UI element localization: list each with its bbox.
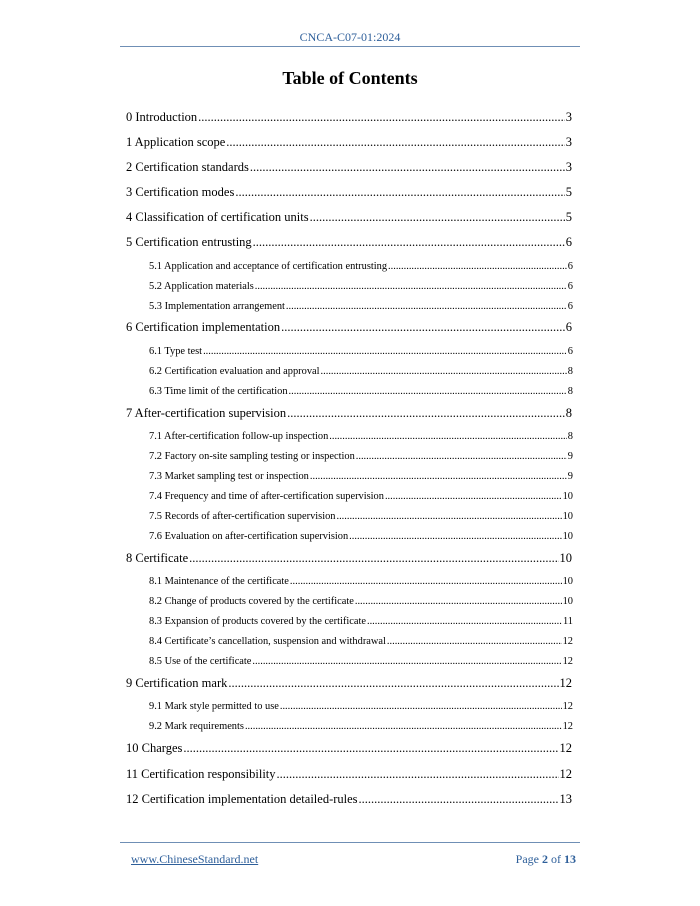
toc-entry-page: 6 bbox=[565, 320, 572, 334]
toc-leader-dots bbox=[387, 635, 562, 649]
toc-entry-page: 12 bbox=[559, 676, 572, 690]
toc-leader-dots bbox=[290, 575, 562, 589]
toc-subentry[interactable] bbox=[149, 530, 573, 544]
toc-entry-label: 9 Certification mark bbox=[126, 676, 228, 690]
toc-leader-dots bbox=[367, 615, 562, 629]
website-link[interactable]: www.ChineseStandard.net bbox=[131, 852, 259, 866]
toc-entry-page: 6 bbox=[567, 261, 573, 272]
toc-entry-label: 7.1 After-certification follow-up inspection bbox=[149, 431, 329, 442]
toc-entry-label: 0 Introduction bbox=[126, 110, 198, 124]
of-word: of bbox=[551, 852, 561, 866]
toc-entry-label: 8.5 Use of the certificate bbox=[149, 656, 252, 667]
toc-leader-dots bbox=[203, 345, 567, 359]
toc-entry[interactable] bbox=[126, 109, 572, 125]
toc-entry-label: 6.2 Certification evaluation and approval bbox=[149, 366, 320, 377]
toc-subentry[interactable] bbox=[149, 490, 573, 504]
toc-entry-page: 5 bbox=[565, 210, 572, 224]
toc-entry[interactable] bbox=[126, 791, 572, 807]
toc-subentry[interactable] bbox=[149, 700, 573, 714]
toc-subentry[interactable] bbox=[149, 260, 573, 274]
toc-entry-page: 8 bbox=[565, 406, 572, 420]
toc-leader-dots bbox=[281, 319, 565, 335]
toc-subentry[interactable] bbox=[149, 280, 573, 294]
toc-leader-dots bbox=[385, 490, 562, 504]
toc-entry[interactable] bbox=[126, 134, 572, 150]
toc-entry-page: 12 bbox=[562, 636, 573, 647]
toc-entry-label: 7.4 Frequency and time of after-certification supervision bbox=[149, 491, 384, 502]
toc-leader-dots bbox=[359, 791, 559, 807]
toc-entry-label: 5.3 Implementation arrangement bbox=[149, 301, 285, 312]
toc-subentry[interactable] bbox=[149, 385, 573, 399]
toc-leader-dots bbox=[277, 766, 559, 782]
toc-leader-dots bbox=[287, 405, 565, 421]
toc-entry[interactable] bbox=[126, 319, 572, 335]
toc-leader-dots bbox=[289, 385, 567, 399]
toc-leader-dots bbox=[321, 365, 567, 379]
toc-entry-page: 12 bbox=[562, 721, 573, 732]
toc-entry-label: 8.3 Expansion of products covered by the certificate bbox=[149, 616, 366, 627]
page-counter bbox=[516, 852, 576, 866]
toc-entry-page: 10 bbox=[562, 491, 573, 502]
toc-subentry[interactable] bbox=[149, 365, 573, 379]
page-word: Page bbox=[515, 852, 539, 866]
toc-leader-dots bbox=[349, 530, 561, 544]
current-page-number: 2 bbox=[542, 852, 548, 866]
toc-entry-page: 6 bbox=[567, 281, 573, 292]
toc-leader-dots bbox=[189, 550, 558, 566]
document-code: CNCA-C07-01:2024 bbox=[299, 30, 401, 44]
toc-entry-label: 12 Certification implementation detailed-rules bbox=[126, 792, 358, 806]
toc-entry-label: 5 Certification entrusting bbox=[126, 235, 252, 249]
toc-entry-page: 10 bbox=[562, 531, 573, 542]
toc-leader-dots bbox=[252, 655, 561, 669]
toc-entry-label: 3 Certification modes bbox=[126, 185, 235, 199]
toc-entry-page: 12 bbox=[562, 701, 573, 712]
toc-entry-page: 8 bbox=[567, 431, 573, 442]
toc-entry[interactable] bbox=[126, 550, 572, 566]
toc-leader-dots bbox=[250, 159, 565, 175]
toc-entry-label: 7 After-certification supervision bbox=[126, 406, 287, 420]
toc-leader-dots bbox=[310, 209, 565, 225]
toc-leader-dots bbox=[355, 595, 562, 609]
toc-entry-label: 7.3 Market sampling test or inspection bbox=[149, 471, 309, 482]
toc-leader-dots bbox=[253, 234, 565, 250]
toc-entry-label: 5.1 Application and acceptance of certification entrusting bbox=[149, 261, 388, 272]
toc-entry-label: 6 Certification implementation bbox=[126, 320, 281, 334]
toc-leader-dots bbox=[245, 720, 562, 734]
toc-entry-label: 6.3 Time limit of the certification bbox=[149, 386, 288, 397]
toc-subentry[interactable] bbox=[149, 470, 573, 484]
toc-entry-page: 8 bbox=[567, 386, 573, 397]
toc-subentry[interactable] bbox=[149, 720, 573, 734]
toc-leader-dots bbox=[226, 134, 564, 150]
toc-entry[interactable] bbox=[126, 209, 572, 225]
toc-entry-label: 5.2 Application materials bbox=[149, 281, 254, 292]
page-title: Table of Contents bbox=[282, 68, 418, 88]
toc-entry-label: 7.6 Evaluation on after-certification supervision bbox=[149, 531, 349, 542]
toc-leader-dots bbox=[198, 109, 565, 125]
toc-entry-page: 6 bbox=[567, 346, 573, 357]
toc-entry-page: 12 bbox=[562, 656, 573, 667]
toc-entry-page: 3 bbox=[565, 135, 572, 149]
toc-entry-page: 9 bbox=[567, 451, 573, 462]
toc-leader-dots bbox=[255, 280, 567, 294]
toc-entry-label: 6.1 Type test bbox=[149, 346, 203, 357]
toc-leader-dots bbox=[280, 700, 562, 714]
toc-entry-label: 10 Charges bbox=[126, 741, 183, 755]
toc-subentry[interactable] bbox=[149, 300, 573, 314]
toc-entry-label: 9.1 Mark style permitted to use bbox=[149, 701, 279, 712]
toc-subentry[interactable] bbox=[149, 430, 573, 444]
toc-subentry[interactable] bbox=[149, 655, 573, 669]
toc-entry-page: 13 bbox=[559, 792, 572, 806]
toc-entry-label: 8.1 Maintenance of the certificate bbox=[149, 576, 289, 587]
toc-entry-page: 11 bbox=[562, 616, 573, 627]
toc-subentry[interactable] bbox=[149, 615, 573, 629]
toc-entry[interactable] bbox=[126, 766, 572, 782]
toc-subentry[interactable] bbox=[149, 450, 573, 464]
toc-entry-label: 8.4 Certificate’s cancellation, suspension and withdrawal bbox=[149, 636, 386, 647]
toc-entry-page: 9 bbox=[567, 471, 573, 482]
toc-entry-page: 5 bbox=[565, 185, 572, 199]
toc-entry-page: 10 bbox=[559, 551, 572, 565]
total-pages-number: 13 bbox=[564, 852, 576, 866]
toc-entry-label: 8 Certificate bbox=[126, 551, 189, 565]
toc-subentry[interactable] bbox=[149, 635, 573, 649]
toc-entry-label: 8.2 Change of products covered by the certificate bbox=[149, 596, 354, 607]
toc-entry-page: 12 bbox=[559, 741, 572, 755]
toc-entry[interactable] bbox=[126, 234, 572, 250]
toc-leader-dots bbox=[235, 184, 564, 200]
toc-leader-dots bbox=[228, 675, 558, 691]
toc-entry-label: 11 Certification responsibility bbox=[126, 767, 276, 781]
toc-entry[interactable] bbox=[126, 159, 572, 175]
toc-leader-dots bbox=[183, 740, 558, 756]
toc-entry-page: 12 bbox=[559, 767, 572, 781]
toc-entry-label: 1 Application scope bbox=[126, 135, 226, 149]
toc-subentry[interactable] bbox=[149, 510, 573, 524]
toc-entry-page: 6 bbox=[567, 301, 573, 312]
toc-entry-page: 3 bbox=[565, 110, 572, 124]
toc-entry-label: 2 Certification standards bbox=[126, 160, 249, 174]
toc-subentry[interactable] bbox=[149, 595, 573, 609]
toc-entry-page: 10 bbox=[562, 576, 573, 587]
toc-subentry[interactable] bbox=[149, 575, 573, 589]
toc-entry-label: 7.2 Factory on-site sampling testing or inspection bbox=[149, 451, 355, 462]
toc-entry-label: 9.2 Mark requirements bbox=[149, 721, 244, 732]
toc-entry-label: 4 Classification of certification units bbox=[126, 210, 309, 224]
toc-entry-page: 10 bbox=[562, 511, 573, 522]
toc-entry-page: 3 bbox=[565, 160, 572, 174]
toc-entry[interactable] bbox=[126, 184, 572, 200]
toc-subentry[interactable] bbox=[149, 345, 573, 359]
page-footer bbox=[120, 842, 580, 869]
toc-entry-label: 7.5 Records of after-certification supervision bbox=[149, 511, 336, 522]
toc-leader-dots bbox=[356, 450, 567, 464]
toc-leader-dots bbox=[388, 260, 567, 274]
toc-leader-dots bbox=[310, 470, 567, 484]
toc-leader-dots bbox=[329, 430, 567, 444]
toc-entry[interactable] bbox=[126, 675, 572, 691]
toc-entry-page: 6 bbox=[565, 235, 572, 249]
toc-entry-page: 10 bbox=[562, 596, 573, 607]
toc-entry[interactable] bbox=[126, 740, 572, 756]
toc-leader-dots bbox=[336, 510, 561, 524]
toc-entry-page: 8 bbox=[567, 366, 573, 377]
toc-leader-dots bbox=[286, 300, 567, 314]
toc-entry[interactable] bbox=[126, 405, 572, 421]
